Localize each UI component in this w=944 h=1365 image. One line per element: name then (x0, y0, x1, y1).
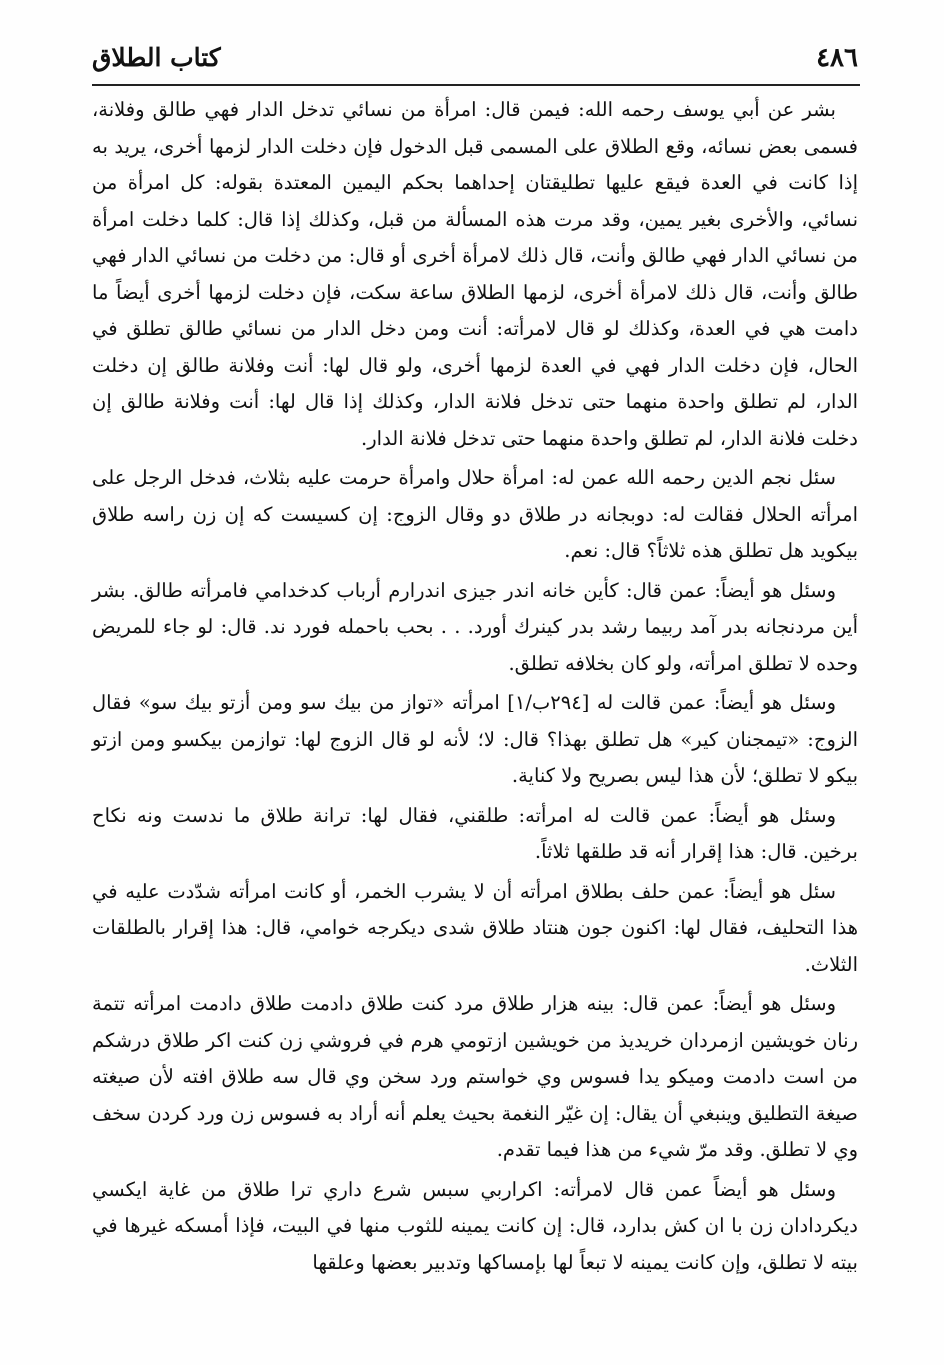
paragraph-1: بشر عن أبي يوسف رحمه الله: فيمن قال: امرأة من نسائي تدخل الدار فهي طالق وفلانة، فسمى بعض نسائه، وقع الطلاق على المسمى قبل الدخول فإن دخلت الدار لزمها أخرى، يريد به إذا كانت في العدة فيقع عليها تطليقتان إحداهما بحكم اليمين المعتدة بقوله: كل امرأة من نسائي، والأخرى بغير يمين، وقد مرت هذه المسألة من قبل، وكذلك إذا قال: كلما دخلت امرأة من نسائي الدار فهي طالق وأنت، قال ذلك لامرأة أخرى أو قال: من دخلت من نسائي الدار فهي طالق وأنت، قال ذلك لامرأة أخرى، لزمها الطلاق ساعة سكت، فإن دخلت لزمها أخرى أيضاً ما دامت هي في العدة، وكذلك لو قال لامرأته: أنت ومن دخل الدار من نسائي طالق تطلق في الحال، فإن دخلت الدار فهي في العدة لزمها أخرى، ولو قال لها: أنت وفلانة طالق إن دخلت الدار، لم تطلق واحدة منهما حتى تدخل فلانة الدار، وكذلك إذا قال لها: أنت وفلانة طالق إن دخلت فلانة الدار، لم تطلق واحدة منهما حتى تدخل فلانة الدار. (92, 98, 858, 450)
paragraph-3: وسئل هو أيضاً: عمن قال: كأين خانه اندر جيزى اندرارم أرباب كدخدامي فامرأته طالق. بشر أين مردنجانه بدر آمد ربيما رشد بدر كينرك أورد. . . بحب باحمله فورد ند. قال: لو جاء للمريض وحده لا تطلق امرأته، ولو كان بخلافه تطلق. (92, 578, 858, 675)
running-title: كتاب الطلاق (92, 43, 221, 72)
running-header (92, 40, 858, 80)
paragraph-8: وسئل هو أيضاً عمن قال لامرأته: اكراربي سبس شرع داري ترا طلاق من غاية ايكسي ديكردادان زن با ان كش بدارد، قال: إن كانت يمينه للثوب منها في البيت، فإذا أمسكه غيرها في بيته لا تطلق، وإن كانت يمينه لا تبعاً لها بإمساكها وتدبير بعضها وعلقها (92, 1177, 858, 1274)
paragraph-7: وسئل هو أيضاً: عمن قال: بينه هزار طلاق مرد كنت طلاق دادمت طلاق دادمت امرأته تتمة رنان خويشين ازمردان خريديذ من خويشين ازتومي هرم في فروشي زن كنت اكر طلاق درشكم من است دادمت وميكو يدا فسوس وي خواستم ورد سخن وي قال سه طلاق افته لأن صيغته صيغة التطليق وينبغي أن يقال: إن غيّر النغمة بحيث يعلم أنه أراد به فسوس زن ورد كردن سخف وي لا تطلق. وقد مرّ شيء من هذا فيما تقدم. (92, 992, 858, 1161)
header-rule (92, 84, 860, 86)
paragraph-6: سئل هو أيضاً: عمن حلف بطلاق امرأته أن لا يشرب الخمر، أو كانت امرأته شدّدت عليه في هذا التحليف، فقال لها: اكنون جون هنتاد طلاق شدى ديكرجه خوامي، قال: هذا إقرار بالطلقات الثلاث. (92, 879, 858, 976)
paragraph-2: سئل نجم الدين رحمه الله عمن له: امرأة حلال وامرأة حرمت عليه بثلاث، فدخل الرجل على امرأته الحلال فقالت له: دوبجانه در طلاق دو وقال الزوج: إن كسيست كه إن زن راسه طلاق بيكويد هل تطلق هذه ثلاثاً؟ قال: نعم. (92, 466, 858, 562)
page-number: ٤٨٦ (816, 43, 858, 73)
main-text (92, 92, 858, 1281)
paragraph-4: وسئل هو أيضاً: عمن قالت له [٢٩٤ب/١] امرأته «تواز من بيك سو ومن أزتو بيك سو» فقال الزوج: «تيمجنان كير» هل تطلق بهذا؟ قال: لا؛ لأنه لو قال الزوج لها: توازمن بيكسو ومن ازتو بيكو لا تطلق؛ لأن هذا ليس بصريح ولا كناية. (92, 691, 858, 787)
paragraph-5: وسئل هو أيضاً: عمن قالت له امرأته: طلقني، فقال لها: ترانة طلاق ما ندست ونه نكاح برخين. قال: هذا إقرار أنه قد طلقها ثلاثاً. (92, 803, 858, 863)
